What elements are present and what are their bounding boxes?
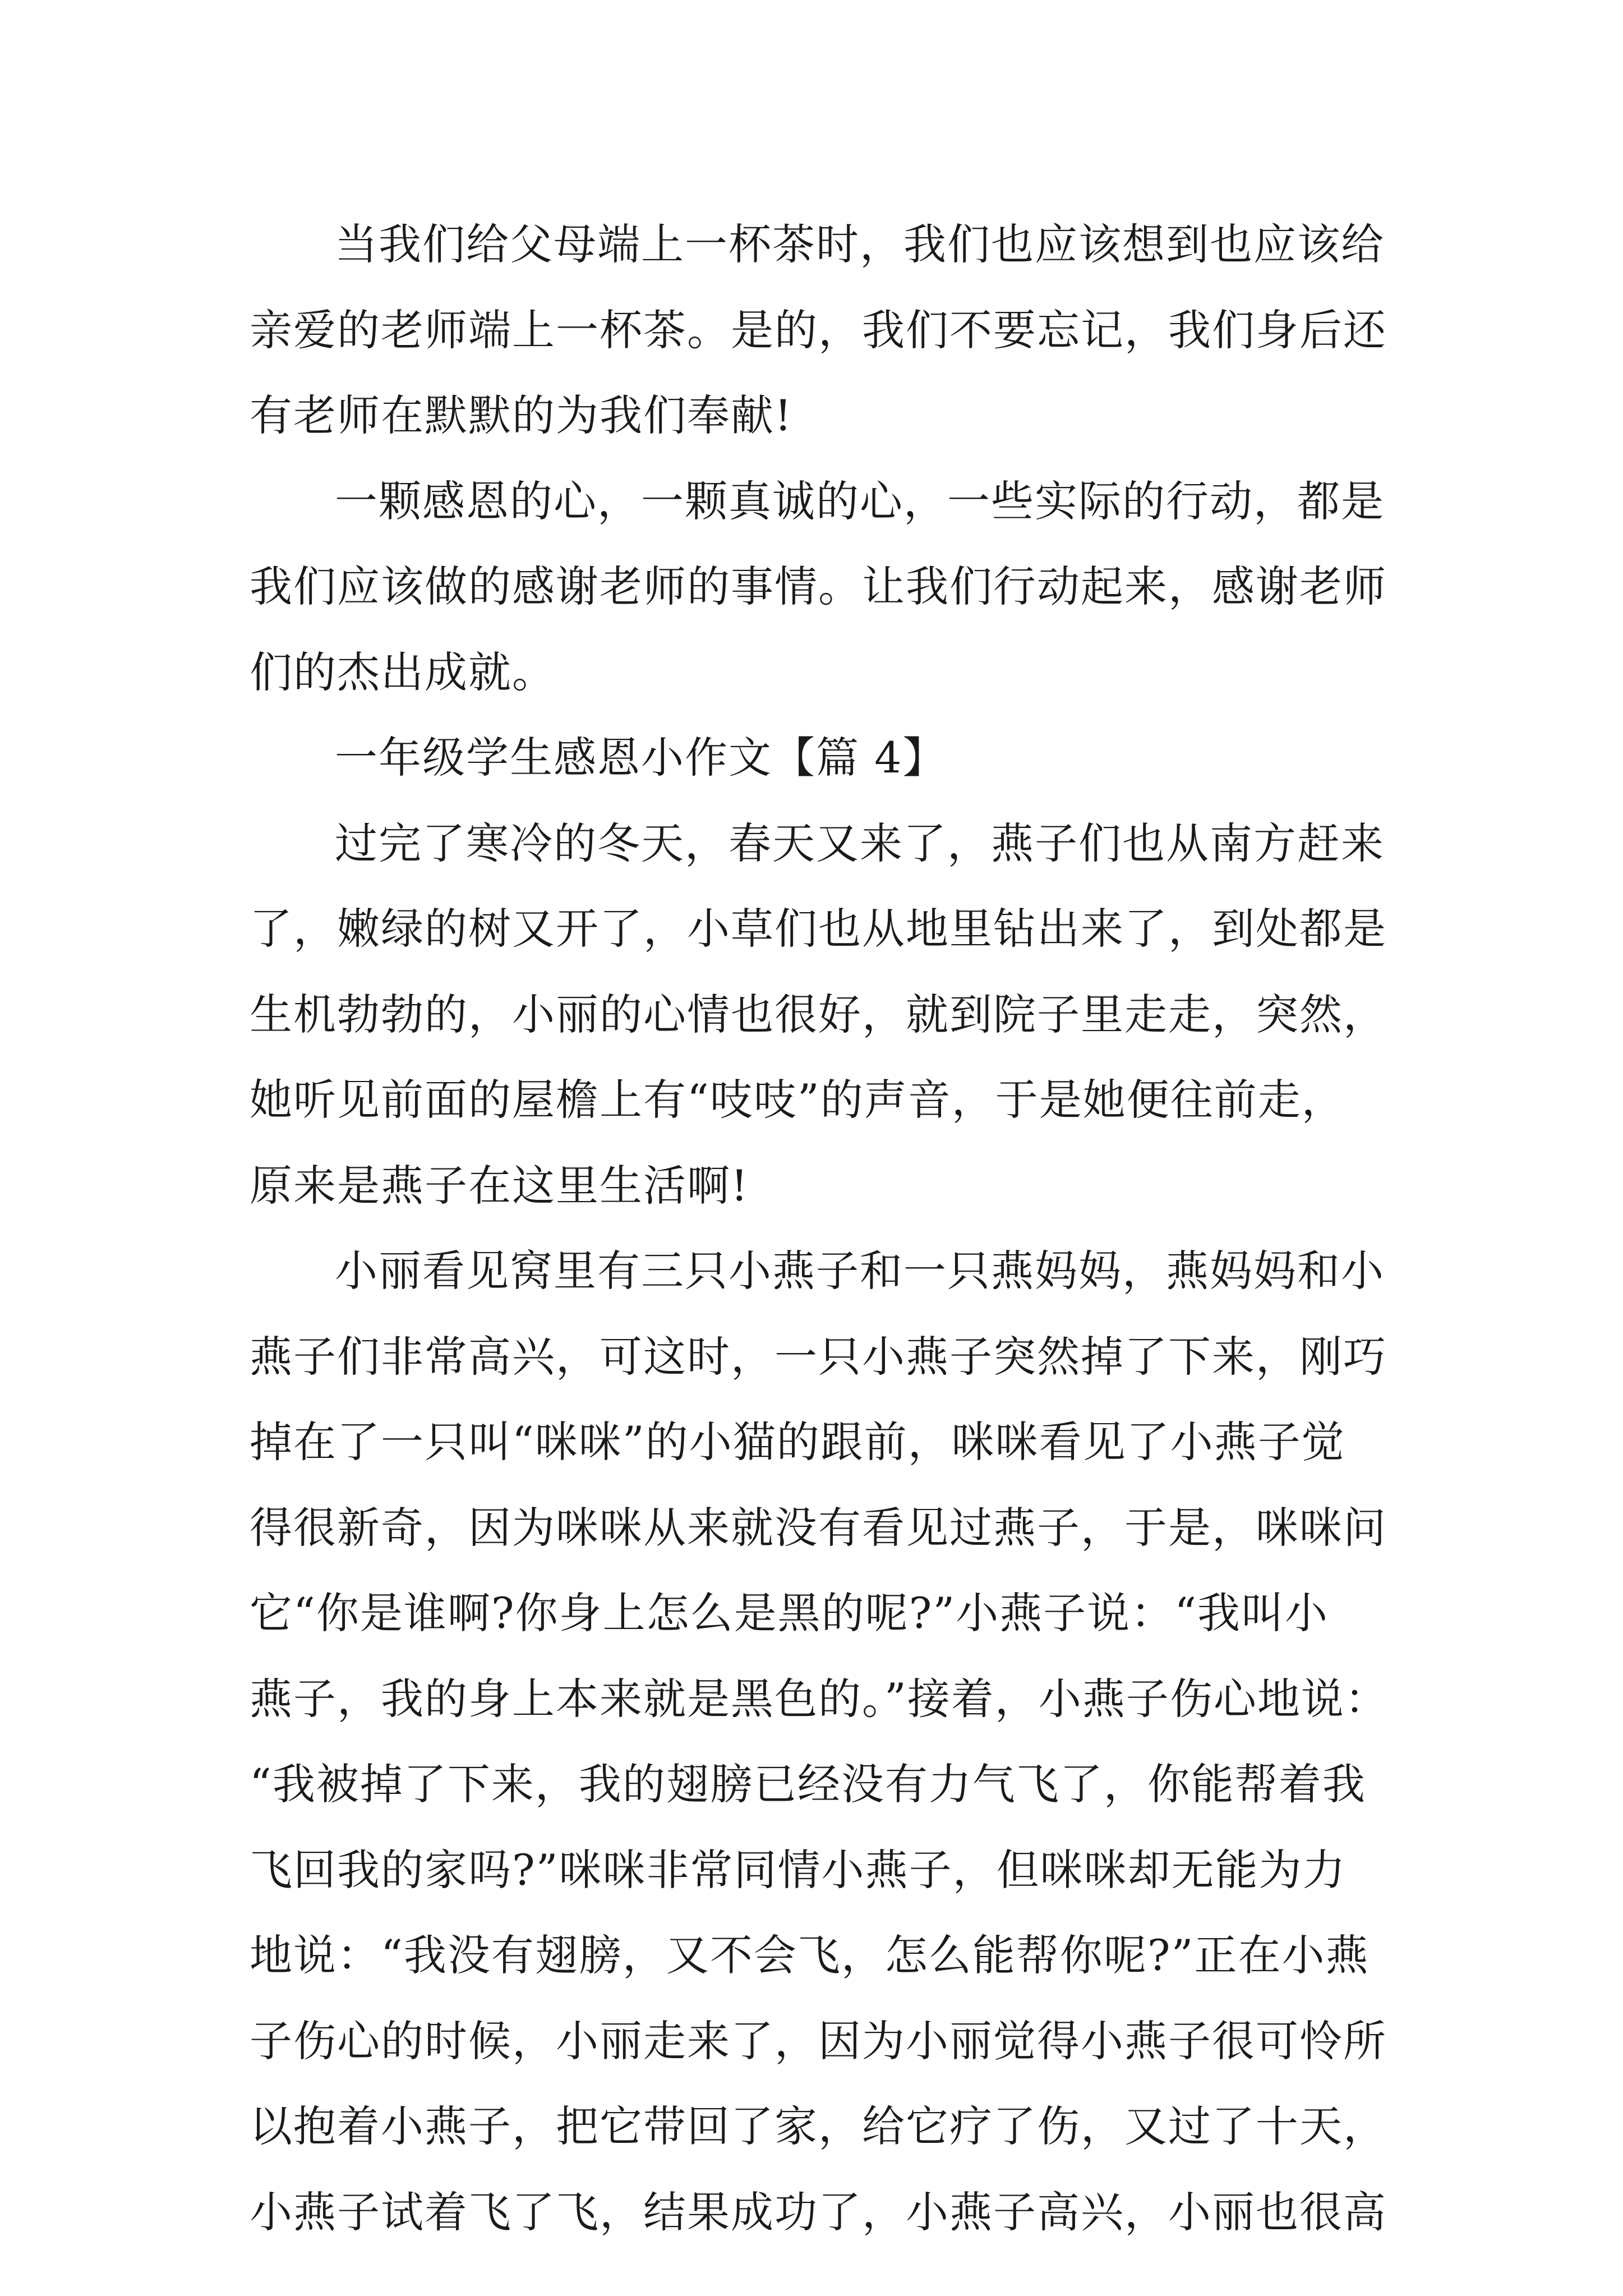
paragraph-1-line-3: 有老师在默默的为我们奉献! xyxy=(250,390,793,440)
paragraph-1-line-2: 亲爱的老师端上一杯茶。是的，我们不要忘记，我们身后还 xyxy=(250,305,1387,355)
paragraph-3-line-3: 生机勃勃的，小丽的心情也很好，就到院子里走走，突然， xyxy=(250,989,1387,1039)
paragraph-4-line-1: 小丽看见窝里有三只小燕子和一只燕妈妈，燕妈妈和小 xyxy=(335,1246,1385,1296)
paragraph-4-line-12: 小燕子试着飞了飞，结果成功了，小燕子高兴，小丽也很高 xyxy=(250,2187,1387,2237)
paragraph-4-line-5: 它“你是谁啊?你身上怎么是黑的呢?”小燕子说：“我叫小 xyxy=(250,1588,1329,1638)
section-heading: 一年级学生感恩小作文【篇 4】 xyxy=(335,733,947,783)
paragraph-4-line-6: 燕子，我的身上本来就是黑色的。”接着，小燕子伤心地说： xyxy=(250,1673,1389,1724)
paragraph-3-line-5: 原来是燕子在这里生活啊! xyxy=(250,1160,749,1211)
paragraph-4-line-9: 地说：“我没有翅膀，又不会飞，怎么能帮你呢?”正在小燕 xyxy=(250,1930,1370,1980)
paragraph-4-line-3: 掉在了一只叫“咪咪”的小猫的跟前，咪咪看见了小燕子觉 xyxy=(250,1417,1345,1467)
paragraph-2-line-3: 们的杰出成就。 xyxy=(250,647,556,697)
paragraph-2-line-2: 我们应该做的感谢老师的事情。让我们行动起来，感谢老师 xyxy=(250,562,1387,611)
paragraph-2-line-1: 一颗感恩的心，一颗真诚的心，一些实际的行动，都是 xyxy=(335,476,1385,526)
paragraph-3-line-1: 过完了寒冷的冬天，春天又来了，燕子们也从南方赶来 xyxy=(335,818,1385,868)
paragraph-3-line-4: 她听见前面的屋檐上有“吱吱”的声音，于是她便往前走， xyxy=(250,1075,1345,1125)
paragraph-1-line-1: 当我们给父母端上一杯茶时，我们也应该想到也应该给 xyxy=(335,219,1385,269)
paragraph-4-line-11: 以抱着小燕子，把它带回了家，给它疗了伤，又过了十天， xyxy=(250,2101,1387,2151)
paragraph-4-line-2: 燕子们非常高兴，可这时，一只小燕子突然掉了下来，刚巧 xyxy=(250,1331,1387,1382)
paragraph-4-line-10: 子伤心的时候，小丽走来了，因为小丽觉得小燕子很可怜所 xyxy=(250,2016,1387,2066)
document-body xyxy=(250,202,1427,2255)
paragraph-3-line-2: 了，嫩绿的树又开了，小草们也从地里钻出来了，到处都是 xyxy=(250,904,1387,954)
paragraph-4-line-7: “我被掉了下来，我的翅膀已经没有力气飞了，你能帮着我 xyxy=(250,1759,1366,1809)
paragraph-4-line-4: 得很新奇，因为咪咪从来就没有看见过燕子，于是，咪咪问 xyxy=(250,1502,1387,1553)
paragraph-4-line-8: 飞回我的家吗?”咪咪非常同情小燕子，但咪咪却无能为力 xyxy=(250,1844,1347,1895)
